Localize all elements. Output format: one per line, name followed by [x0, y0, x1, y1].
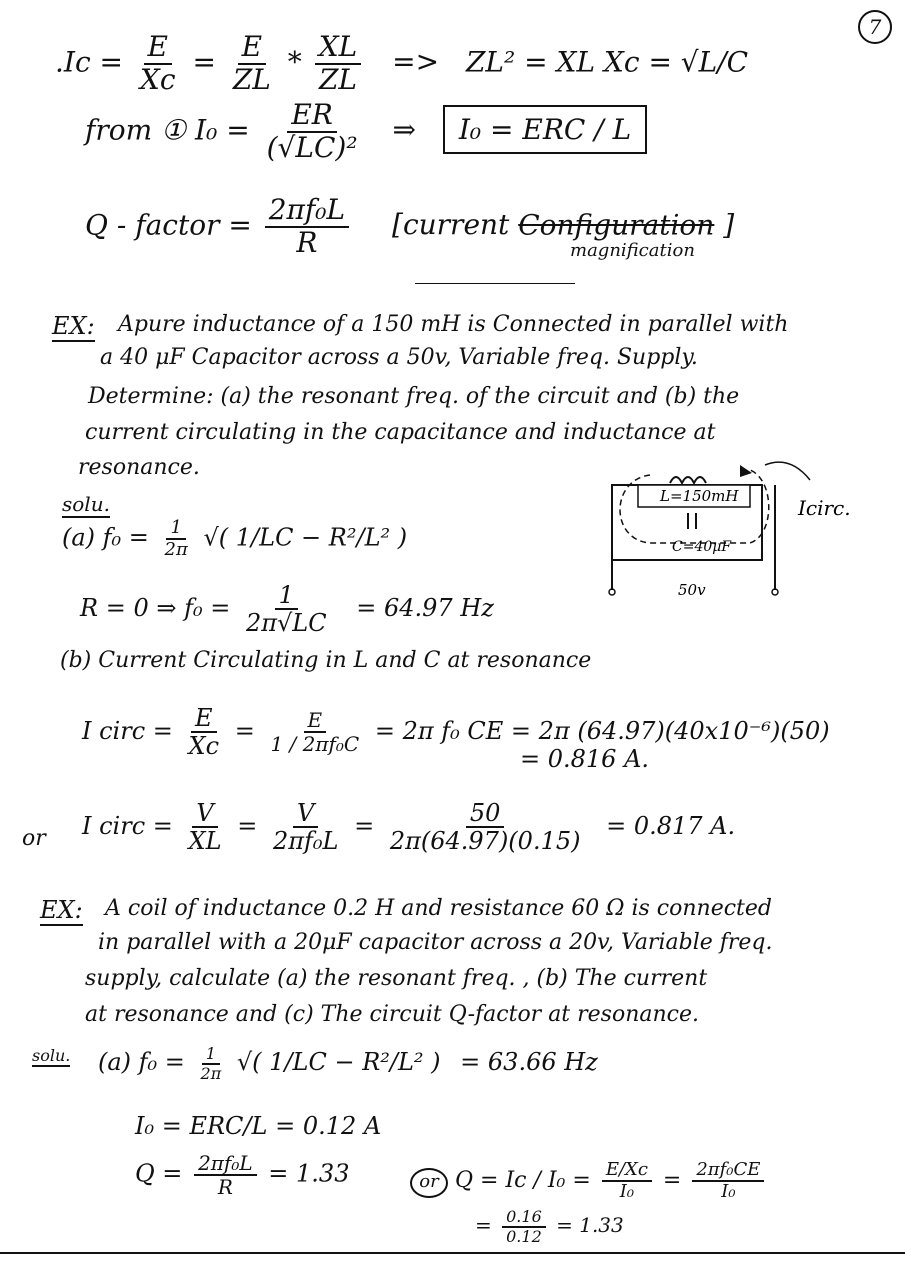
divider — [415, 283, 575, 284]
equation-ic: .Ic = $\frac{E}{Xc}$ = $\frac{E}{ZL}$ * $\frac{XL}{ZL}$ => ZL² = XL Xc = √L/C — [55, 30, 749, 96]
ex1-solu: solu. — [62, 492, 110, 516]
ex1-b-heading: (b) Current Circulating in L and C at resonance — [60, 648, 592, 673]
page-number: 7 — [858, 10, 892, 44]
ex2-line-4: at resonance and (c) The circuit Q-factor at resonance. — [85, 1002, 700, 1027]
ex2-i0: I₀ = ERC/L = 0.12 A — [135, 1112, 382, 1140]
ex1-line-3: Determine: (a) the resonant freq. of the circuit and (b) the — [88, 384, 740, 409]
inductor-coil — [670, 477, 706, 483]
capacitor-label: C=40μF — [672, 539, 732, 555]
label-pointer — [765, 462, 810, 480]
ex1-fo-formula: (a) f₀ = $\frac{1}{2\pi}$ √( 1/LC − R²/L² ) — [62, 517, 408, 560]
q-factor-note-sub: magnification — [570, 240, 695, 261]
equation-i0: from ① I₀ = $\frac{ER}{\text{(√LC)²}}$ ⇒ I₀ = ERC / L — [85, 100, 647, 164]
boxed-result: I₀ = ERC / L — [443, 105, 647, 154]
ex1-r-zero: R = 0 ⇒ f₀ = $\frac{1}{2\pi√LC}$ = 64.97 Hz — [80, 581, 494, 638]
circuit-diagram — [600, 455, 880, 605]
ex1-line-1: Apure inductance of a 150 mH is Connected in parallel with — [118, 312, 789, 337]
ex2-q2: Q = Ic / I₀ = $\frac{E/Xc}{\text{I₀}}$ = $\frac{\text{2πf₀CE}}{\text{I₀}}$ — [455, 1160, 768, 1202]
inductor-label: L=150mH — [660, 487, 739, 505]
ex2-label: EX: — [40, 896, 83, 924]
ex2-q: Q = $\frac{\text{2πf₀L}}{R}$ = 1.33 — [135, 1151, 350, 1199]
equation-q-factor: Q - factor = $\frac{\text{2πf₀L}}{R}$ [current Configuration ] — [85, 193, 735, 259]
ex1-line-5: resonance. — [78, 455, 200, 480]
ex2-q3: = $\frac{0.16}{0.12}$ = 1.33 — [475, 1207, 624, 1246]
ex1-label: EX: — [52, 312, 95, 340]
ex1-line-2: a 40 μF Capacitor across a 50v, Variable freq. Supply. — [100, 345, 698, 370]
ex1-line-4: current circulating in the capacitance and inductance at — [85, 420, 716, 445]
ex1-icirc-1-result: = 0.816 A. — [520, 745, 650, 773]
voltage-label: 50v — [678, 581, 706, 599]
ex1-or: or — [22, 826, 46, 851]
ex1-icirc-1: I circ = $\frac{E}{Xc}$ = $\frac{E}{\text{1 / 2πf₀C}}$ = 2π f₀ CE = 2π (64.97)(40x10⁻⁶)(50) — [82, 704, 830, 761]
ex2-line-3: supply, calculate (a) the resonant freq. , (b) The current — [85, 966, 708, 991]
bottom-rule — [0, 1252, 905, 1254]
ex2-line-1: A coil of inductance 0.2 H and resistance 60 Ω is connected — [105, 896, 772, 921]
current-arrow — [740, 465, 752, 477]
ex2-line-2: in parallel with a 20μF capacitor across a 20v, Variable freq. — [98, 930, 773, 955]
icirc-label: Icirc. — [798, 496, 851, 520]
ex1-icirc-2: I circ = $\frac{V}{XL}$ = $\frac{V}{\text{2πf₀L}}$ = $\frac{50}{2\pi(64.97)(0.15)}$ = 0.817 A. — [82, 799, 736, 856]
ex2-solu: solu. — [32, 1046, 71, 1065]
ex2-fo-formula: (a) f₀ = $\frac{1}{2\pi}$ √( 1/LC − R²/L² ) = 63.66 Hz — [98, 1044, 598, 1083]
ex2-or-circle: or — [410, 1168, 448, 1198]
